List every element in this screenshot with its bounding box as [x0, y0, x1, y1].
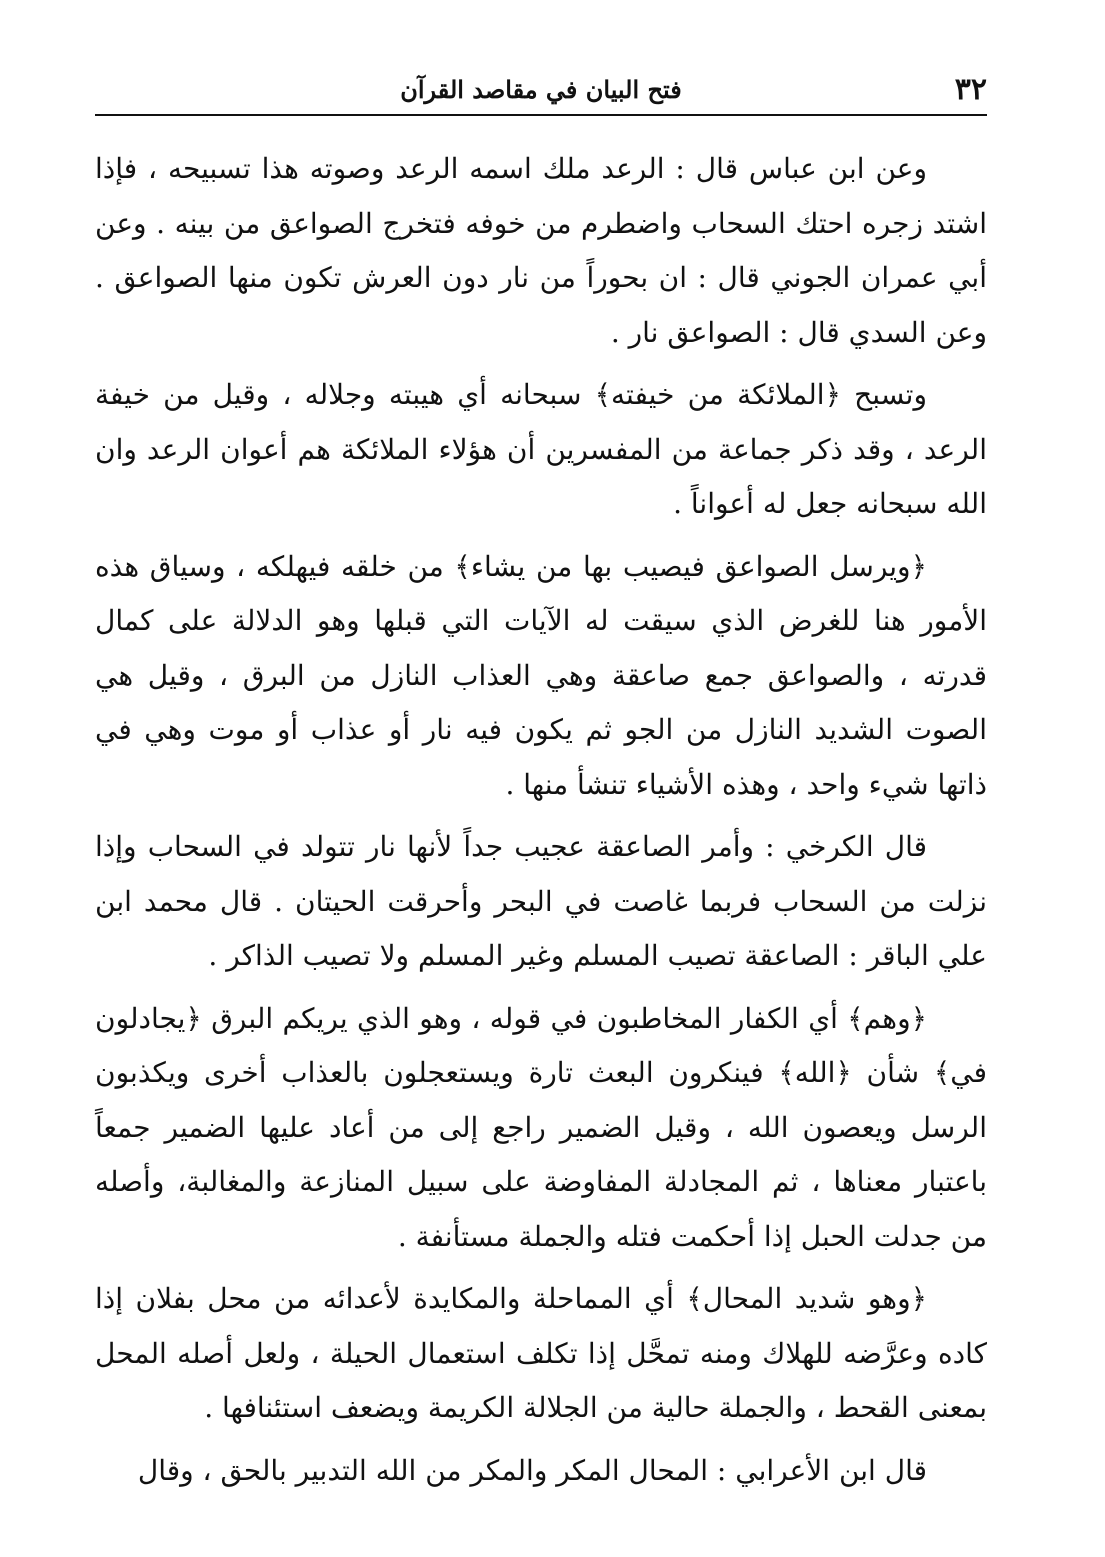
book-title: فتح البيان في مقاصد القرآن: [400, 75, 682, 104]
paragraph: وعن ابن عباس قال : الرعد ملك اسمه الرعد وصوته هذا تسبيحه ، فإذا اشتد زجره احتك السحاب واضطرم من خوفه فتخرج الصواعق من بينه . وعن أبي عمران الجوني قال : ان بحوراً من نار دون العرش تكون منها الصواعق . وعن السدي قال : الصواعق نار .: [95, 152, 987, 349]
paragraph: ﴿وهم﴾ أي الكفار المخاطبون في قوله ، وهو الذي يريكم البرق ﴿يجادلون في﴾ شأن ﴿الله﴾ فينكرون البعث تارة ويستعجلون بالعذاب أخرى ويكذبون الرسل ويعصون الله ، وقيل الضمير راجع إلى من أعاد عليها الضمير جمعاً باعتبار معناها ، ثم المجادلة المفاوضة على سبيل المنازعة والمغالبة، وأصله من جدلت الحبل إذا أحكمت فتله والجملة مستأنفة .: [95, 1001, 987, 1253]
paragraph: قال الكرخي : وأمر الصاعقة عجيب جداً لأنها نار تتولد في السحاب وإذا نزلت من السحاب فربما غاصت في البحر وأحرقت الحيتان . قال محمد ابن علي الباقر : الصاعقة تصيب المسلم وغير المسلم ولا تصيب الذاكر .: [95, 830, 987, 972]
paragraph: قال ابن الأعرابي : المحال المكر والمكر من الله التدبير بالحق ، وقال: [137, 1453, 927, 1487]
page-number: ٣٢: [954, 72, 987, 107]
body-text: [95, 142, 987, 1506]
paragraph: ﴿ويرسل الصواعق فيصيب بها من يشاء﴾ من خلقه فيهلكه ، وسياق هذه الأمور هنا للغرض الذي سيقت له الآيات التي قبلها وهو الدلالة على كمال قدرته ، والصواعق جمع صاعقة وهي العذاب النازل من البرق ، وقيل هي الصوت الشديد النازل من الجو ثم يكون فيه نار أو عذاب أو موت وهي في ذاتها شيء واحد ، وهذه الأشياء تنشأ منها .: [95, 549, 987, 801]
paragraph: ﴿وهو شديد المحال﴾ أي المماحلة والمكايدة لأعدائه من محل بفلان إذا كاده وعرَّضه للهلاك ومنه تمحَّل إذا تكلف استعمال الحيلة ، ولعل أصله المحل بمعنى القحط ، والجملة حالية من الجلالة الكريمة ويضعف استئنافها .: [95, 1282, 987, 1424]
paragraph: وتسبح ﴿الملائكة من خيفته﴾ سبحانه أي هيبته وجلاله ، وقيل من خيفة الرعد ، وقد ذكر جماعة من المفسرين أن هؤلاء الملائكة هم أعوان الرعد وان الله سبحانه جعل له أعواناً .: [95, 378, 987, 520]
header-rule: [95, 114, 987, 116]
running-header: [95, 70, 987, 110]
